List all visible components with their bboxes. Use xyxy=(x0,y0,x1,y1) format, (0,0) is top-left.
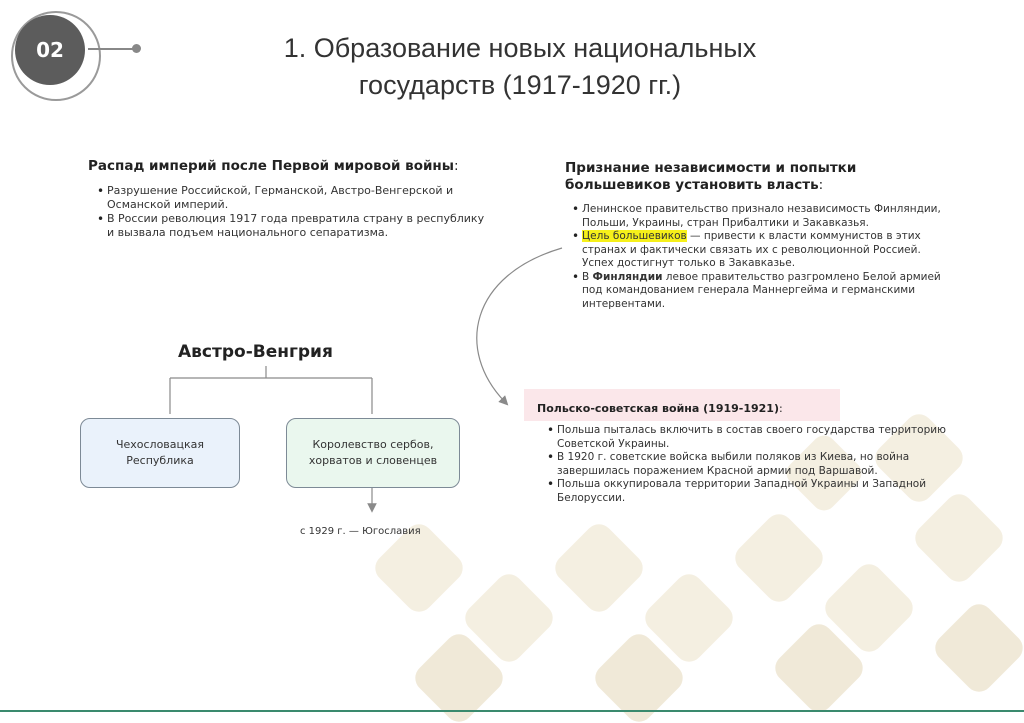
list-item: • В России революция 1917 года превратила страну в республику и вызвала подъем национального сепаратизма. xyxy=(97,212,492,240)
diagram-title: Австро-Венгрия xyxy=(178,342,333,362)
list-item: • Польша оккупировала территории Западной Украины и Западной Белоруссии. xyxy=(547,478,967,505)
bullet3-prefix: В xyxy=(582,270,593,283)
war-heading-text: Польско-советская война (1919-1921) xyxy=(537,402,779,415)
slide-number: 02 xyxy=(36,38,64,62)
yugoslavia-note: с 1929 г. — Югославия xyxy=(300,526,421,537)
box-label: Чехословацкая Республика xyxy=(115,438,205,467)
list-item: • Ленинское правительство признало независимость Финляндии, Польши, Украины, стран Прибалтики и Закавказья. xyxy=(572,203,947,230)
war-heading xyxy=(537,402,783,415)
list-item: • Разрушение Российской, Германской, Австро-Венгерской и Османской империй. xyxy=(97,184,492,212)
czechoslovakia-box xyxy=(80,418,240,488)
right-heading-line-1: Признание независимости и попытки xyxy=(565,160,857,176)
war-bullet-list xyxy=(547,424,967,505)
title-line-1: 1. Образование новых национальных xyxy=(283,33,757,63)
tree-connector xyxy=(170,366,372,414)
right-heading-colon: : xyxy=(818,177,824,193)
list-item: • Польша пыталась включить в состав своего государства территорию Советской Украины. xyxy=(547,424,967,451)
box-label: Королевство сербов, хорватов и словенцев xyxy=(308,438,438,467)
bullet3-rest: левое правительство разгромлено Белой армией под командованием генерала Маннергейма и германскими интервентами. xyxy=(582,270,941,310)
bold-text: Финляндии xyxy=(592,270,663,283)
kingdom-scs-box xyxy=(286,418,460,488)
highlighted-text: Цель большевиков xyxy=(582,230,687,242)
right-heading-line-2: большевиков установить власть xyxy=(565,177,819,193)
curved-arrow xyxy=(477,248,562,402)
title-line-2: государств (1917-1920 гг.) xyxy=(358,70,682,100)
bullet2-rest: — привести к власти коммунистов в этих странах и фактически связать их с революционной Россией. Успех достигнут только в Закавказье. xyxy=(582,230,921,269)
left-heading-text: Распад империй после Первой мировой войны xyxy=(88,158,454,174)
left-heading-colon: : xyxy=(453,158,459,174)
list-item: • В 1920 г. советские войска выбили поляков из Киева, но война завершилась поражением Красной армии под Варшавой. xyxy=(547,451,967,478)
war-heading-colon: : xyxy=(779,402,783,415)
